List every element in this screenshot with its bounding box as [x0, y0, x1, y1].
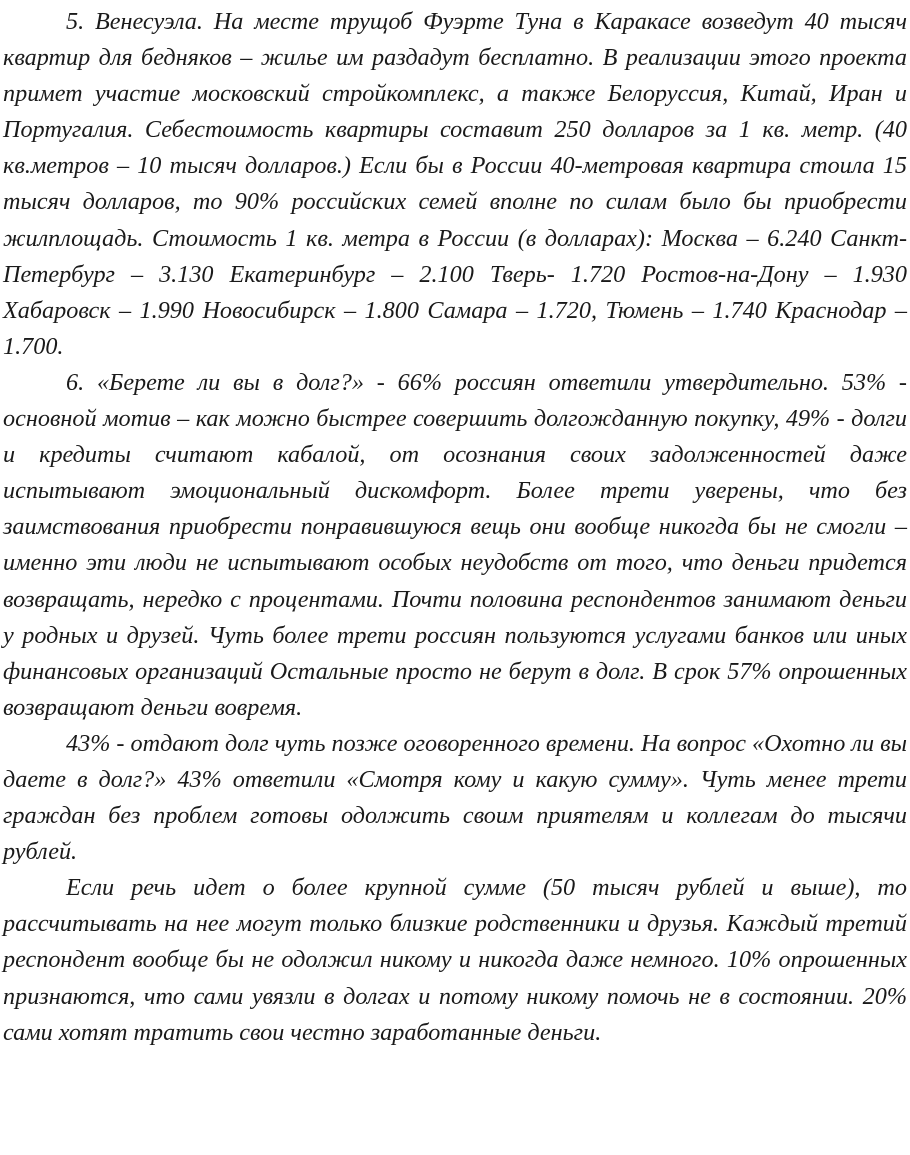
- paragraph-lending-willingness: 43% - отдают долг чуть позже оговоренного времени. На вопрос «Охотно ли вы даете в долг?» 43% ответили «Смотря кому и какую сумму». Чуть менее трети граждан без проблем готовы одолжить своим приятелям и коллегам до тысячи рублей.: [3, 729, 907, 866]
- paragraph-large-sums: Если речь идет о более крупной сумме (50 тысяч рублей и выше), то рассчитывать на нее могут только близкие родственники и друзья. Каждый третий респондент вообще бы не одолжил никому и никогда даже немного. 10% опрошенных признаются, что сами увязли в долгах и потому никому помочь не в состоянии. 20% сами хотят тратить свои честно заработанные деньги.: [3, 874, 907, 1046]
- paragraph-borrowing-survey: 6. «Берете ли вы в долг?» - 66% россиян ответили утвердительно. 53% - основной мотив – как можно быстрее совершить долгожданную покупку, 49% - долги и кредиты считают кабалой, от осознания своих задолженностей даже испытывают эмоциональный дискомфорт. Более трети уверены, что без заимствования приобрести понравившуюся вещь они вообще никогда бы не смогли – именно эти люди не испытывают особых неудобств от того, что деньги придется возвращать, нередко с процентами. Почти половина респондентов занимают деньги у родных и друзей. Чуть более трети россиян пользуются услугами банков или иных финансовых организаций Остальные просто не берут в долг. В срок 57% опрошенных возвращают деньги вовремя.: [3, 368, 907, 721]
- paragraph-venezuela-housing: 5. Венесуэла. На месте трущоб Фуэрте Туна в Каракасе возведут 40 тысяч квартир для бедняков – жилье им раздадут бесплатно. В реализации этого проекта примет участие московский стройкомплекс, а также Белоруссия, Китай, Иран и Португалия. Себестоимость квартиры составит 250 долларов за 1 кв. метр. (40 кв.метров – 10 тысяч долларов.) Если бы в России 40-метровая квартира стоила 15 тысяч долларов, то 90% российских семей вполне по силам было бы приобрести жилплощадь. Стоимость 1 кв. метра в России (в долларах): Москва – 6.240 Санкт-Петербург – 3.130 Екатеринбург – 2.100 Тверь- 1.720 Ростов-на-Дону – 1.930 Хабаровск – 1.990 Новосибирск – 1.800 Самара – 1.720, Тюмень – 1.740 Краснодар – 1.700.: [3, 8, 907, 360]
